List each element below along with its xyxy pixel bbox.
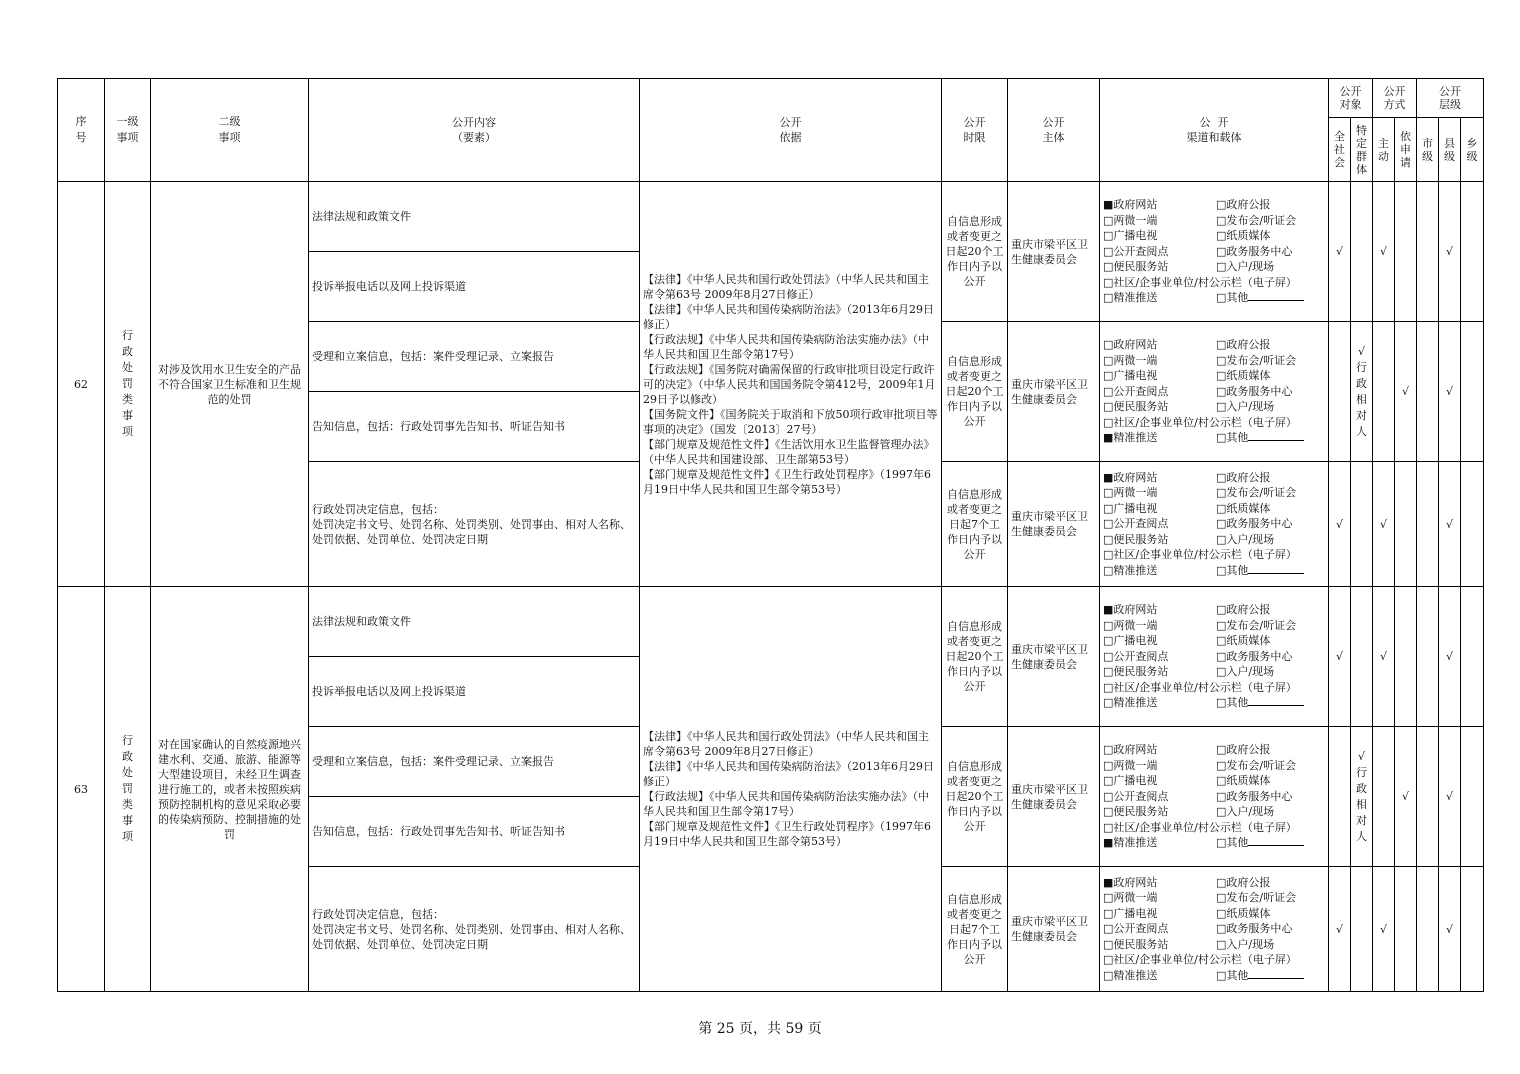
header-mode-request: 依申请 <box>1395 118 1417 182</box>
channel-option-press: □发布会/听证会 <box>1216 213 1297 227</box>
group-active-mark: √ <box>1373 867 1395 992</box>
group-all-mark: √ <box>1329 462 1351 587</box>
header-level1: 一级事项 <box>105 79 151 182</box>
channel-option-press: □发布会/听证会 <box>1216 353 1297 367</box>
item-seq: 62 <box>58 182 105 587</box>
header-basis: 公开 依据 <box>640 79 942 182</box>
table-body <box>58 182 1484 992</box>
channel-option-press: □发布会/听证会 <box>1216 891 1297 905</box>
page-footer: 第 25 页，共 59 页 <box>698 1021 822 1037</box>
channel-option-paper: □纸质媒体 <box>1216 634 1271 648</box>
item-content: 投诉举报电话以及网上投诉渠道 <box>309 252 640 322</box>
channel-option-onsite: □入户/现场 <box>1216 805 1275 819</box>
header-timelimit: 公开 时限 <box>942 79 1008 182</box>
channel-option-gov-site: □政府网站 <box>1103 338 1158 352</box>
channel-cell <box>1100 587 1329 727</box>
channel-option-gov-site: □政府网站 <box>1103 743 1158 757</box>
group-timelimit: 自信息形成或者变更之日起20个工作日内予以公开 <box>942 182 1008 322</box>
group-specific-mark: √行政相对人 <box>1351 727 1373 867</box>
channel-option-onsite: □入户/现场 <box>1216 532 1275 546</box>
channel-option-public-reading: □公开查阅点 <box>1103 789 1169 803</box>
channel-option-other: □其他 <box>1216 835 1324 851</box>
table-row <box>58 587 1484 657</box>
channel-option-two-micro: □两微一端 <box>1103 758 1158 772</box>
channel-cell <box>1100 462 1329 587</box>
group-town-mark <box>1461 462 1484 587</box>
group-all-mark <box>1329 727 1351 867</box>
group-town-mark <box>1461 182 1484 322</box>
group-timelimit: 自信息形成或者变更之日起7个工作日内予以公开 <box>942 462 1008 587</box>
channel-cell <box>1100 727 1329 867</box>
group-city-mark <box>1417 587 1439 727</box>
channel-cell <box>1100 182 1329 322</box>
group-city-mark <box>1417 867 1439 992</box>
header-level-town: 乡级 <box>1461 118 1484 182</box>
channel-option-broadcast: □广播电视 <box>1103 229 1158 243</box>
channel-option-service-center: □政务服务中心 <box>1216 384 1293 398</box>
header-level-city: 市级 <box>1417 118 1439 182</box>
channel-option-service-station: □便民服务站 <box>1103 400 1169 414</box>
channel-option-two-micro: □两微一端 <box>1103 486 1158 500</box>
channel-option-precise: ■精准推送 <box>1103 431 1158 445</box>
channel-option-public-reading: □公开查阅点 <box>1103 384 1169 398</box>
channel-option-gov-bulletin: □政府公报 <box>1216 198 1271 212</box>
item-content: 行政处罚决定信息，包括： 处罚决定书文号、处罚名称、处罚类别、处罚事由、相对人名称、处罚依据、处罚单位、处罚决定日期 <box>309 867 640 992</box>
group-subject: 重庆市梁平区卫生健康委员会 <box>1008 182 1100 322</box>
channel-option-paper: □纸质媒体 <box>1216 774 1271 788</box>
group-active-mark <box>1373 322 1395 462</box>
group-active-mark: √ <box>1373 462 1395 587</box>
channel-option-community: □社区/企事业单位/村公示栏（电子屏） <box>1103 820 1297 834</box>
group-city-mark <box>1417 462 1439 587</box>
group-request-mark <box>1395 867 1417 992</box>
group-timelimit: 自信息形成或者变更之日起20个工作日内予以公开 <box>942 727 1008 867</box>
group-county-mark: √ <box>1439 462 1461 587</box>
header-seq: 序号 <box>58 79 105 182</box>
channel-option-two-micro: □两微一端 <box>1103 353 1158 367</box>
channel-option-service-center: □政务服务中心 <box>1216 649 1293 663</box>
channel-option-public-reading: □公开查阅点 <box>1103 649 1169 663</box>
channel-option-service-station: □便民服务站 <box>1103 937 1169 951</box>
channel-option-other: □其他 <box>1216 563 1324 579</box>
group-all-mark: √ <box>1329 587 1351 727</box>
channel-option-broadcast: □广播电视 <box>1103 501 1158 515</box>
group-town-mark <box>1461 727 1484 867</box>
channel-option-onsite: □入户/现场 <box>1216 665 1275 679</box>
group-city-mark <box>1417 727 1439 867</box>
group-city-mark <box>1417 322 1439 462</box>
channel-option-precise: □精准推送 <box>1103 968 1158 982</box>
item-level2: 对在国家确认的自然疫源地兴建水利、交通、旅游、能源等大型建设项目，未经卫生调查进行施工的，或者未按照疾病预防控制机构的意见采取必要的传染病预防、控制措施的处罚 <box>151 587 309 992</box>
channel-option-onsite: □入户/现场 <box>1216 400 1275 414</box>
channel-option-two-micro: □两微一端 <box>1103 891 1158 905</box>
channel-option-broadcast: □广播电视 <box>1103 774 1158 788</box>
header-level2: 二级事项 <box>151 79 309 182</box>
group-all-mark: √ <box>1329 867 1351 992</box>
item-level2: 对涉及饮用水卫生安全的产品不符合国家卫生标准和卫生规范的处罚 <box>151 182 309 587</box>
table-row <box>58 182 1484 252</box>
group-subject: 重庆市梁平区卫生健康委员会 <box>1008 587 1100 727</box>
group-subject: 重庆市梁平区卫生健康委员会 <box>1008 867 1100 992</box>
group-all-mark <box>1329 322 1351 462</box>
group-active-mark: √ <box>1373 182 1395 322</box>
channel-option-precise: □精准推送 <box>1103 696 1158 710</box>
channel-option-gov-bulletin: □政府公报 <box>1216 743 1271 757</box>
channel-option-community: □社区/企事业单位/村公示栏（电子屏） <box>1103 275 1297 289</box>
channel-option-precise: □精准推送 <box>1103 291 1158 305</box>
group-timelimit: 自信息形成或者变更之日起20个工作日内予以公开 <box>942 322 1008 462</box>
header-target-all: 全社会 <box>1329 118 1351 182</box>
group-specific-mark <box>1351 867 1373 992</box>
channel-option-gov-bulletin: □政府公报 <box>1216 603 1271 617</box>
group-county-mark: √ <box>1439 587 1461 727</box>
group-county-mark: √ <box>1439 182 1461 322</box>
channel-option-paper: □纸质媒体 <box>1216 906 1271 920</box>
channel-option-service-center: □政务服务中心 <box>1216 922 1293 936</box>
group-request-mark <box>1395 587 1417 727</box>
channel-cell <box>1100 322 1329 462</box>
channel-option-community: □社区/企事业单位/村公示栏（电子屏） <box>1103 680 1297 694</box>
channel-option-service-center: □政务服务中心 <box>1216 517 1293 531</box>
channel-option-gov-bulletin: □政府公报 <box>1216 470 1271 484</box>
group-subject: 重庆市梁平区卫生健康委员会 <box>1008 322 1100 462</box>
group-active-mark: √ <box>1373 587 1395 727</box>
channel-option-service-station: □便民服务站 <box>1103 532 1169 546</box>
group-county-mark: √ <box>1439 322 1461 462</box>
channel-option-gov-site: ■政府网站 <box>1103 875 1158 889</box>
item-content: 法律法规和政策文件 <box>309 182 640 252</box>
channel-option-service-station: □便民服务站 <box>1103 260 1169 274</box>
item-basis: 【法律】《中华人民共和国行政处罚法》（中华人民共和国主席令第63号 2009年8月27日修正） 【法律】《中华人民共和国传染病防治法》（2013年6月29日修正） 【行政法规】《中华人民共和国传染病防治法实施办法》（中华人民共和国卫生部令第17号） 【部门规章及规范性文件】《卫生行政处罚程序》（1997年6月19日中华人民共和国卫生部令第53号） <box>640 587 942 992</box>
channel-option-service-station: □便民服务站 <box>1103 805 1169 819</box>
channel-option-gov-site: ■政府网站 <box>1103 603 1158 617</box>
header-target: 公开对象 <box>1329 79 1373 118</box>
channel-option-public-reading: □公开查阅点 <box>1103 922 1169 936</box>
channel-option-community: □社区/企事业单位/村公示栏（电子屏） <box>1103 953 1297 967</box>
channel-option-gov-site: ■政府网站 <box>1103 470 1158 484</box>
channel-option-paper: □纸质媒体 <box>1216 369 1271 383</box>
group-request-mark: √ <box>1395 727 1417 867</box>
group-timelimit: 自信息形成或者变更之日起7个工作日内予以公开 <box>942 867 1008 992</box>
channel-option-press: □发布会/听证会 <box>1216 758 1297 772</box>
group-specific-mark <box>1351 587 1373 727</box>
channel-option-broadcast: □广播电视 <box>1103 634 1158 648</box>
channel-option-paper: □纸质媒体 <box>1216 501 1271 515</box>
group-city-mark <box>1417 182 1439 322</box>
channel-cell <box>1100 867 1329 992</box>
channel-option-other: □其他 <box>1216 695 1324 711</box>
channel-option-service-station: □便民服务站 <box>1103 665 1169 679</box>
item-seq: 63 <box>58 587 105 992</box>
group-specific-mark <box>1351 182 1373 322</box>
header-mode: 公开方式 <box>1373 79 1417 118</box>
group-town-mark <box>1461 587 1484 727</box>
channel-option-broadcast: □广播电视 <box>1103 906 1158 920</box>
header-target-specific: 特定群体 <box>1351 118 1373 182</box>
channel-option-other: □其他 <box>1216 290 1324 306</box>
item-content: 告知信息，包括：行政处罚事先告知书、听证告知书 <box>309 797 640 867</box>
item-level1: 行政处罚类事项 <box>105 182 151 587</box>
group-request-mark <box>1395 462 1417 587</box>
channel-option-other: □其他 <box>1216 968 1324 984</box>
group-subject: 重庆市梁平区卫生健康委员会 <box>1008 462 1100 587</box>
group-town-mark <box>1461 322 1484 462</box>
channel-option-press: □发布会/听证会 <box>1216 486 1297 500</box>
group-specific-mark: √行政相对人 <box>1351 322 1373 462</box>
item-content: 法律法规和政策文件 <box>309 587 640 657</box>
header-content: 公开内容 （要素） <box>309 79 640 182</box>
channel-option-precise: ■精准推送 <box>1103 836 1158 850</box>
item-content: 投诉举报电话以及网上投诉渠道 <box>309 657 640 727</box>
item-content: 行政处罚决定信息，包括： 处罚决定书文号、处罚名称、处罚类别、处罚事由、相对人名称、处罚依据、处罚单位、处罚决定日期 <box>309 462 640 587</box>
group-subject: 重庆市梁平区卫生健康委员会 <box>1008 727 1100 867</box>
channel-option-community: □社区/企事业单位/村公示栏（电子屏） <box>1103 415 1297 429</box>
header-level-county: 县级 <box>1439 118 1461 182</box>
channel-option-gov-site: ■政府网站 <box>1103 198 1158 212</box>
channel-option-onsite: □入户/现场 <box>1216 260 1275 274</box>
channel-option-other: □其他 <box>1216 430 1324 446</box>
channel-option-two-micro: □两微一端 <box>1103 213 1158 227</box>
channel-option-public-reading: □公开查阅点 <box>1103 517 1169 531</box>
group-county-mark: √ <box>1439 867 1461 992</box>
channel-option-service-center: □政务服务中心 <box>1216 789 1293 803</box>
channel-option-public-reading: □公开查阅点 <box>1103 244 1169 258</box>
disclosure-table <box>57 78 1484 992</box>
group-specific-mark <box>1351 462 1373 587</box>
channel-option-broadcast: □广播电视 <box>1103 369 1158 383</box>
channel-option-gov-bulletin: □政府公报 <box>1216 338 1271 352</box>
group-all-mark: √ <box>1329 182 1351 322</box>
header-level: 公开层级 <box>1417 79 1484 118</box>
group-county-mark: √ <box>1439 727 1461 867</box>
item-level1: 行政处罚类事项 <box>105 587 151 992</box>
channel-option-community: □社区/企事业单位/村公示栏（电子屏） <box>1103 548 1297 562</box>
group-town-mark <box>1461 867 1484 992</box>
item-content: 受理和立案信息，包括：案件受理记录、立案报告 <box>309 322 640 392</box>
header-channel: 公 开 渠道和载体 <box>1100 79 1329 182</box>
item-basis: 【法律】《中华人民共和国行政处罚法》（中华人民共和国主席令第63号 2009年8月27日修正） 【法律】《中华人民共和国传染病防治法》（2013年6月29日修正） 【行政法规】《中华人民共和国传染病防治法实施办法》（中华人民共和国卫生部令第17号） 【行政法规】《国务院对确需保留的行政审批项目设定行政许可的决定》（中华人民共和国国务院令第412号，2009年1月29日予以修改） 【国务院文件】《国务院关于取消和下放50项行政审批项目等事项的决定》（国发〔2013〕27号） 【部门规章及规范性文件】《生活饮用水卫生监督管理办法》（中华人民共和国建设部、卫生部第53号） 【部门规章及规范性文件】《卫生行政处罚程序》（1997年6月19日中华人民共和国卫生部令第53号） <box>640 182 942 587</box>
group-timelimit: 自信息形成或者变更之日起20个工作日内予以公开 <box>942 587 1008 727</box>
item-content: 受理和立案信息，包括：案件受理记录、立案报告 <box>309 727 640 797</box>
group-active-mark <box>1373 727 1395 867</box>
channel-option-onsite: □入户/现场 <box>1216 937 1275 951</box>
item-content: 告知信息，包括：行政处罚事先告知书、听证告知书 <box>309 392 640 462</box>
channel-option-service-center: □政务服务中心 <box>1216 244 1293 258</box>
header-subject: 公开 主体 <box>1008 79 1100 182</box>
channel-option-paper: □纸质媒体 <box>1216 229 1271 243</box>
group-request-mark: √ <box>1395 322 1417 462</box>
channel-option-two-micro: □两微一端 <box>1103 618 1158 632</box>
channel-option-precise: □精准推送 <box>1103 563 1158 577</box>
group-request-mark <box>1395 182 1417 322</box>
channel-option-gov-bulletin: □政府公报 <box>1216 875 1271 889</box>
channel-option-press: □发布会/听证会 <box>1216 618 1297 632</box>
header-mode-active: 主动 <box>1373 118 1395 182</box>
